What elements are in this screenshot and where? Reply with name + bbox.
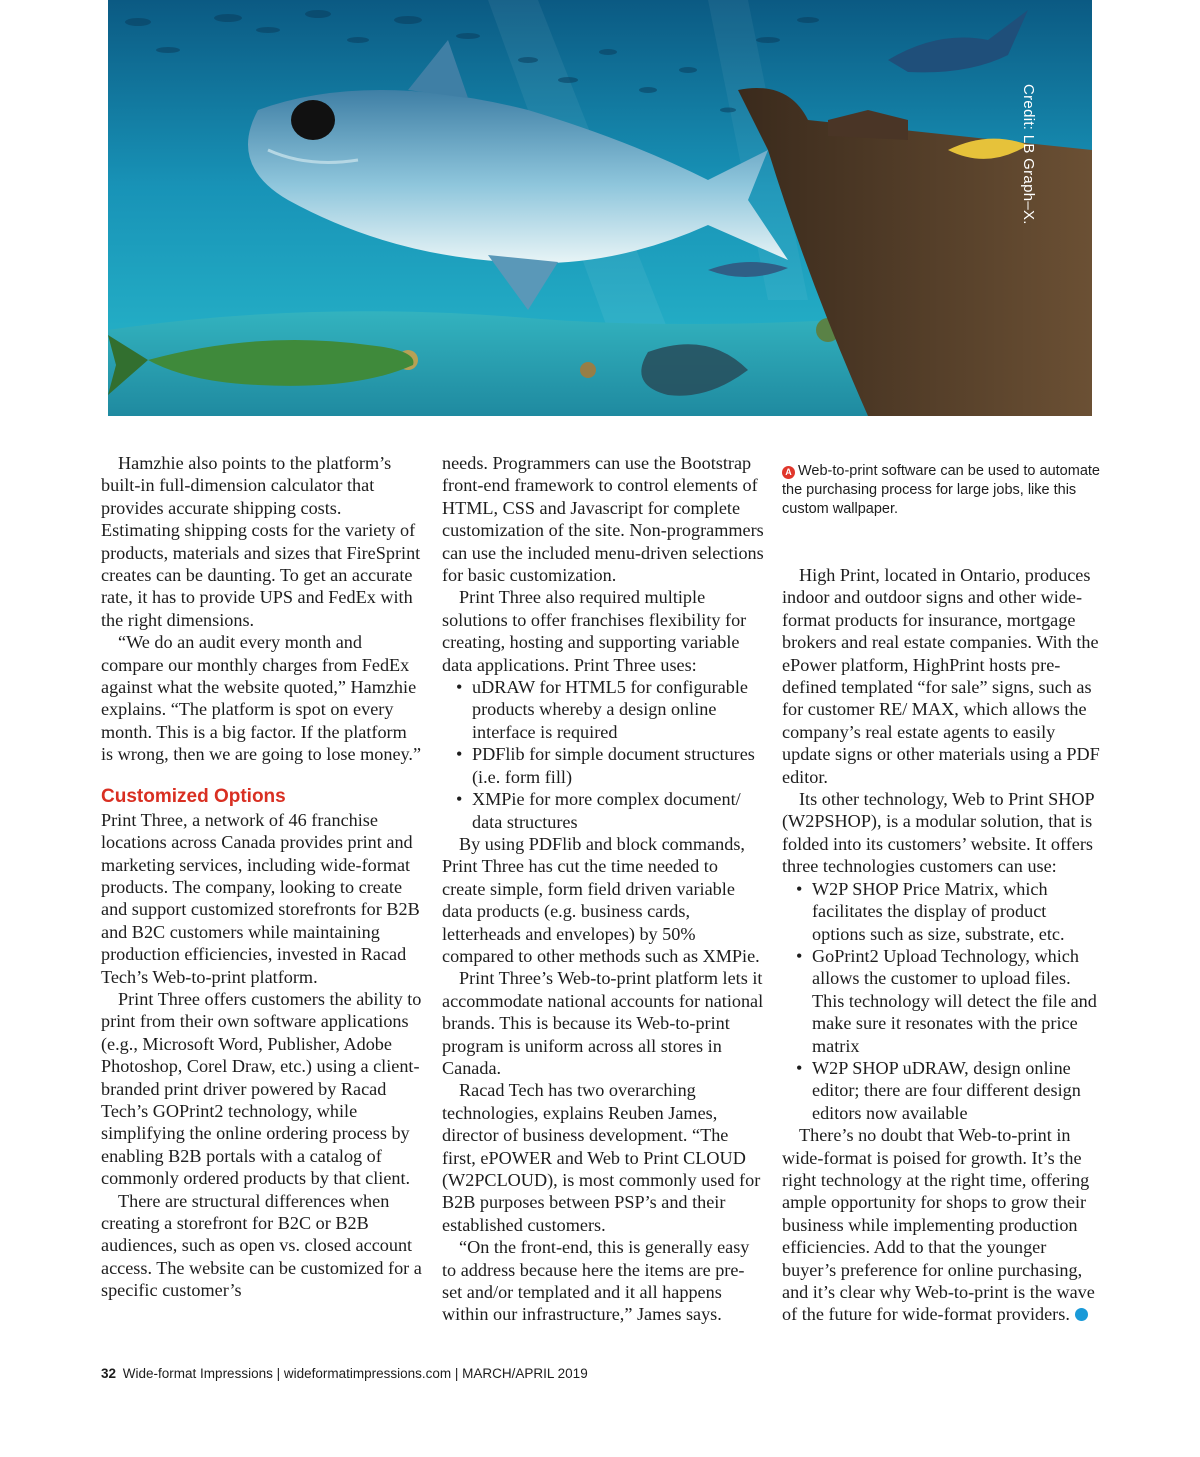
- paragraph: By using PDFlib and block commands, Print Three has cut the time needed to create simple, form field driven variable data products (e.g. business cards, letterheads and envelopes) by 50% compared to other methods such as XMPie.: [442, 833, 760, 966]
- bullet-icon: •: [456, 789, 463, 810]
- article-column-2: [442, 452, 764, 1326]
- paragraph: Print Three also required multiple solutions to offer franchises flexibility for creating, hosting and supporting variable data applications. Print Three uses:: [442, 587, 747, 675]
- photo-credit: Credit: LB Graph–X.: [1020, 84, 1037, 225]
- paragraph: Hamzhie also points to the platform’s built-in full-dimension calculator that provides accurate shipping costs. Estimating shipping costs for the variety of products, materials and sizes that FireSprint creates can be daunting. To get an accurate rate, it has to provide UPS and FedEx with the right dimensions.: [101, 453, 421, 630]
- photo-caption: [782, 462, 1100, 519]
- paragraph: Print Three offers customers the ability to print from their own software applications (e.g., Microsoft Word, Publisher, Adobe Photoshop, Corel Draw, etc.) using a client-branded print driver powered by Racad Tech’s GOPrint2 technology, while simplifying the online ordering process by enabling B2B portals with a catalog of commonly ordered products by that client.: [101, 988, 422, 1189]
- caption-marker-icon: A: [782, 466, 795, 479]
- footer-text: Wide-format Impressions | wideformatimpressions.com | MARCH/APRIL 2019: [122, 1366, 588, 1381]
- page-footer: [101, 1366, 588, 1381]
- paragraph: High Print, located in Ontario, produces indoor and outdoor signs and other wide-format products for insurance, mortgage brokers and real estate companies. With the ePower platform, HighPrint hosts pre-defined templated “for sale” signs, such as for customer RE/ MAX, which allows the company’s real estate agents to easily update signs or other materials using a PDF editor.: [782, 565, 1100, 787]
- bullet-item: • GoPrint2 Upload Technology, which allows the customer to upload files. This technology will detect the file and make sure it resonates with the price matrix: [796, 945, 1097, 1056]
- page-number: 32: [101, 1366, 117, 1381]
- paragraph: “On the front-end, this is generally easy to address because here the items are pre-set and/or templated and it all happens within our infrastructure,” James says.: [442, 1237, 750, 1325]
- bullet-icon: •: [796, 1057, 803, 1078]
- section-heading: Customized Options: [101, 785, 286, 807]
- article-column-1: [101, 452, 423, 1302]
- bullet-icon: •: [796, 878, 803, 899]
- caption-text: Web-to-print software can be used to automate the purchasing process for large jobs, like this custom wallpaper.: [782, 463, 1100, 517]
- paragraph: Print Three’s Web-to-print platform lets it accommodate national accounts for national brands. This is because its Web-to-print program is uniform across all stores in Canada.: [442, 968, 764, 1078]
- bullet-icon: •: [456, 744, 463, 765]
- end-of-article-icon: [1075, 1308, 1088, 1321]
- feature-photo: [108, 0, 1092, 416]
- wallpaper-illustration: [108, 0, 1092, 416]
- paragraph: Print Three, a network of 46 franchise locations across Canada provides print and marketing services, including wide-format products. The company, looking to create and support customized storefronts for B2B and B2C customers while maintaining production efficiencies, invested in Racad Tech’s Web-to-print platform.: [101, 809, 420, 987]
- paragraph: “We do an audit every month and compare our monthly charges from FedEx against what the website quoted,” Hamzhie explains. “The platform is spot on every month. This is a big factor. If the platform is wrong, then we are going to lose money.”: [101, 632, 422, 765]
- bullet-icon: •: [796, 945, 803, 966]
- paragraph: There are structural differences when creating a storefront for B2C or B2B audiences, such as open vs. closed account access. The website can be customized for a specific customer’s: [101, 1190, 422, 1301]
- bullet-item: • PDFlib for simple document structures (i.e. form fill): [456, 744, 755, 787]
- bullet-item: • W2P SHOP uDRAW, design online editor; there are four different design editors now available: [796, 1057, 1081, 1123]
- paragraph: There’s no doubt that Web-to-print in wide-format is poised for growth. It’s the right technology at the right time, offering ample opportunity for shops to grow their business while implementing production efficiencies. Add to that the younger buyer’s preference for online purchasing, and it’s clear why Web-to-print is the wave of the future for wide-format providers.: [782, 1125, 1095, 1325]
- bullet-item: • W2P SHOP Price Matrix, which facilitates the display of product options such as size, substrate, etc.: [796, 878, 1065, 944]
- paragraph: Its other technology, Web to Print SHOP (W2PSHOP), is a modular solution, that is folded into its customers’ website. It offers three technologies customers can use:: [782, 789, 1094, 877]
- paragraph: Racad Tech has two overarching technologies, explains Reuben James, director of business development. “The first, ePOWER and Web to Print CLOUD (W2PCLOUD), is most commonly used for B2B purposes between PSP’s and their established customers.: [442, 1080, 761, 1235]
- bullet-item: • XMPie for more complex document/ data structures: [456, 789, 741, 832]
- bullet-icon: •: [456, 677, 463, 698]
- article-column-3: [782, 564, 1104, 1326]
- paragraph: needs. Programmers can use the Bootstrap front-end framework to control elements of HTML, CSS and Javascript for complete customization of the site. Non-programmers can use the included menu-driven selections for basic customization.: [442, 453, 764, 586]
- bullet-item: • uDRAW for HTML5 for configurable products whereby a design online interface is required: [456, 677, 748, 742]
